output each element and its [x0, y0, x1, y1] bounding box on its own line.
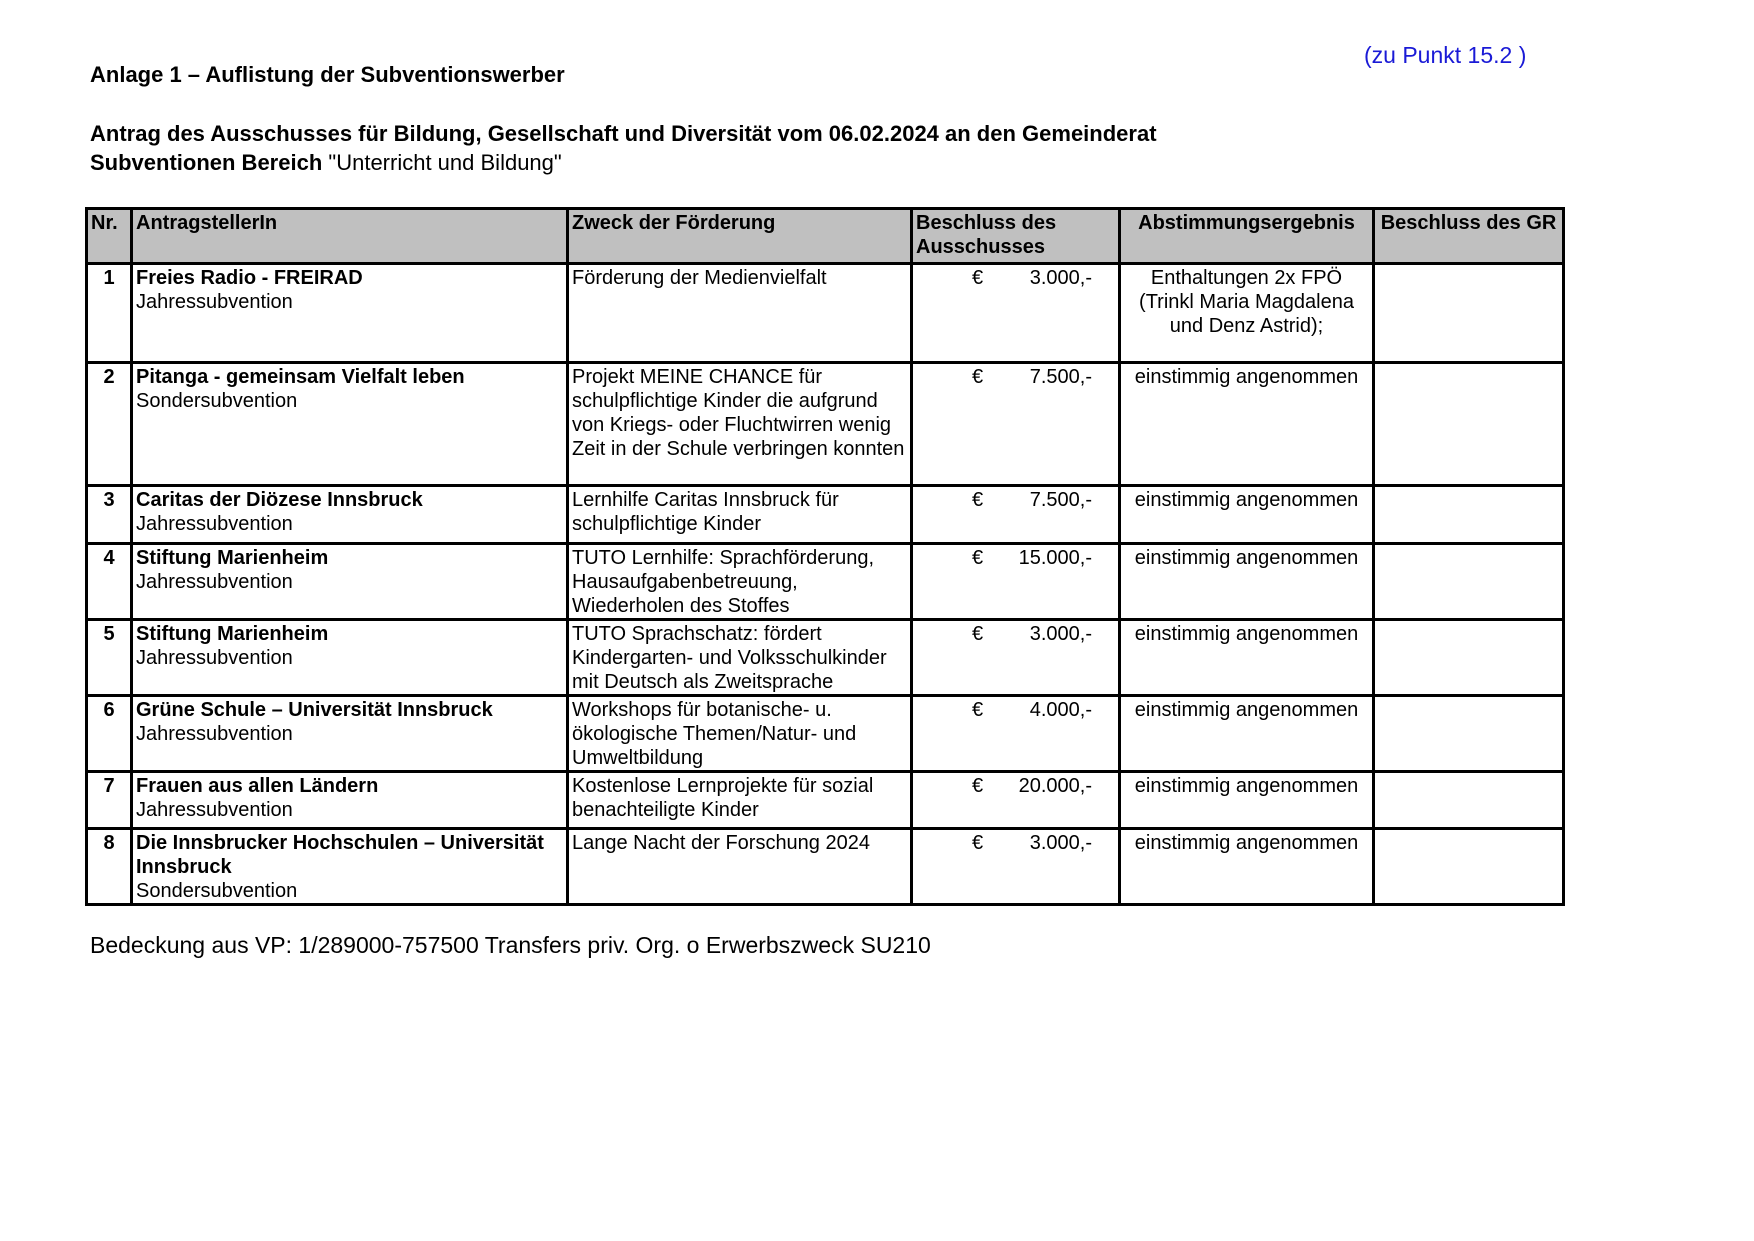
- table-row: [87, 264, 1564, 363]
- applicant-name: Frauen aus allen Ländern: [136, 775, 379, 797]
- currency-symbol: €: [972, 623, 984, 645]
- table-row: [87, 696, 1564, 772]
- row-number: 5: [87, 620, 132, 696]
- subsidy-type: Jahressubvention: [136, 647, 293, 669]
- subsidy-type: Jahressubvention: [136, 723, 293, 745]
- amount-cell: [912, 486, 1120, 544]
- amount-value: 3.000,-: [1029, 623, 1092, 645]
- purpose-cell: Workshops für botanische- u. ökologische Themen/Natur- und Umweltbildung: [568, 696, 912, 772]
- table-row: [87, 620, 1564, 696]
- subsidy-area: [90, 150, 562, 176]
- applicant-cell: [132, 620, 568, 696]
- table-header-row: [87, 209, 1564, 264]
- purpose-cell: Förderung der Medienvielfalt: [568, 264, 912, 363]
- currency-symbol: €: [972, 267, 984, 289]
- vote-result-cell: einstimmig angenommen: [1120, 772, 1374, 829]
- amount-cell: [912, 772, 1120, 829]
- purpose-cell: TUTO Sprachschatz: fördert Kindergarten- und Volksschulkinder mit Deutsch als Zweitsprache: [568, 620, 912, 696]
- header-vote: Abstimmungsergebnis: [1120, 209, 1374, 264]
- row-number: 4: [87, 544, 132, 620]
- council-decision-cell: [1374, 544, 1564, 620]
- amount-value: 3.000,-: [1029, 267, 1092, 289]
- header-nr: Nr.: [87, 209, 132, 264]
- subsidy-type: Sondersubvention: [136, 390, 298, 412]
- applicant-name: Stiftung Marienheim: [136, 547, 329, 569]
- header-council: Beschluss des GR: [1374, 209, 1564, 264]
- subsidy-area-name: "Unterricht und Bildung": [328, 150, 562, 175]
- amount-cell: [912, 620, 1120, 696]
- purpose-cell: Lernhilfe Caritas Innsbruck für schulpflichtige Kinder: [568, 486, 912, 544]
- vote-result-cell: einstimmig angenommen: [1120, 486, 1374, 544]
- subsidy-type: Jahressubvention: [136, 571, 293, 593]
- applicant-name: Stiftung Marienheim: [136, 623, 329, 645]
- subsidy-type: Jahressubvention: [136, 291, 293, 313]
- vote-result-cell: einstimmig angenommen: [1120, 696, 1374, 772]
- applicant-name: Caritas der Diözese Innsbruck: [136, 489, 423, 511]
- amount-value: 3.000,-: [1029, 832, 1092, 854]
- amount-cell: [912, 264, 1120, 363]
- row-number: 6: [87, 696, 132, 772]
- table-row: [87, 363, 1564, 486]
- header-purpose: Zweck der Förderung: [568, 209, 912, 264]
- subsidy-table: [85, 207, 1565, 906]
- amount-cell: [912, 363, 1120, 486]
- council-decision-cell: [1374, 696, 1564, 772]
- applicant-cell: [132, 486, 568, 544]
- purpose-cell: TUTO Lernhilfe: Sprachförderung, Hausaufgabenbetreuung, Wiederholen des Stoffes: [568, 544, 912, 620]
- amount-value: 7.500,-: [1029, 366, 1092, 388]
- header-applicant: AntragstellerIn: [132, 209, 568, 264]
- amount-value: 15.000,-: [1018, 547, 1092, 569]
- currency-symbol: €: [972, 775, 984, 797]
- table-row: [87, 772, 1564, 829]
- row-number: 8: [87, 829, 132, 905]
- applicant-name: Freies Radio - FREIRAD: [136, 267, 363, 289]
- council-decision-cell: [1374, 363, 1564, 486]
- council-decision-cell: [1374, 264, 1564, 363]
- council-decision-cell: [1374, 620, 1564, 696]
- subsidy-area-label: Subventionen Bereich: [90, 150, 323, 175]
- vote-result-cell: einstimmig angenommen: [1120, 829, 1374, 905]
- motion-title: Antrag des Ausschusses für Bildung, Gesellschaft und Diversität vom 06.02.2024 an den Gemeinderat: [90, 121, 1157, 146]
- row-number: 1: [87, 264, 132, 363]
- table-row: [87, 544, 1564, 620]
- amount-value: 4.000,-: [1029, 699, 1092, 721]
- applicant-cell: [132, 829, 568, 905]
- currency-symbol: €: [972, 699, 984, 721]
- budget-coverage-note: Bedeckung aus VP: 1/289000-757500 Transfers priv. Org. o Erwerbszweck SU210: [90, 932, 931, 958]
- applicant-name: Pitanga - gemeinsam Vielfalt leben: [136, 366, 465, 388]
- currency-symbol: €: [972, 489, 984, 511]
- council-decision-cell: [1374, 486, 1564, 544]
- vote-result-cell: einstimmig angenommen: [1120, 544, 1374, 620]
- table-row: [87, 829, 1564, 905]
- applicant-name: Grüne Schule – Universität Innsbruck: [136, 699, 493, 721]
- applicant-cell: [132, 363, 568, 486]
- applicant-cell: [132, 696, 568, 772]
- subsidy-type: Jahressubvention: [136, 799, 293, 821]
- amount-cell: [912, 829, 1120, 905]
- currency-symbol: €: [972, 366, 984, 388]
- amount-cell: [912, 544, 1120, 620]
- subsidy-type: Jahressubvention: [136, 513, 293, 535]
- vote-result-cell: einstimmig angenommen: [1120, 363, 1374, 486]
- purpose-cell: Kostenlose Lernprojekte für sozial benachteiligte Kinder: [568, 772, 912, 829]
- page-title: Anlage 1 – Auflistung der Subventionswerber: [90, 62, 565, 87]
- council-decision-cell: [1374, 829, 1564, 905]
- header-committee: Beschluss des Ausschusses: [912, 209, 1120, 264]
- amount-cell: [912, 696, 1120, 772]
- purpose-cell: Lange Nacht der Forschung 2024: [568, 829, 912, 905]
- agenda-reference: (zu Punkt 15.2 ): [1364, 42, 1527, 68]
- amount-value: 20.000,-: [1018, 775, 1092, 797]
- row-number: 2: [87, 363, 132, 486]
- currency-symbol: €: [972, 547, 984, 569]
- applicant-cell: [132, 772, 568, 829]
- row-number: 7: [87, 772, 132, 829]
- vote-result-cell: einstimmig angenommen: [1120, 620, 1374, 696]
- currency-symbol: €: [972, 832, 984, 854]
- applicant-cell: [132, 264, 568, 363]
- applicant-cell: [132, 544, 568, 620]
- row-number: 3: [87, 486, 132, 544]
- table-row: [87, 486, 1564, 544]
- subsidy-type: Sondersubvention: [136, 880, 298, 902]
- vote-result-cell: Enthaltungen 2x FPÖ (Trinkl Maria Magdalena und Denz Astrid);: [1120, 264, 1374, 363]
- purpose-cell: Projekt MEINE CHANCE für schulpflichtige Kinder die aufgrund von Kriegs- oder Fluchtwirren wenig Zeit in der Schule verbringen konnten: [568, 363, 912, 486]
- council-decision-cell: [1374, 772, 1564, 829]
- applicant-name: Die Innsbrucker Hochschulen – Universität Innsbruck: [136, 832, 544, 878]
- amount-value: 7.500,-: [1029, 489, 1092, 511]
